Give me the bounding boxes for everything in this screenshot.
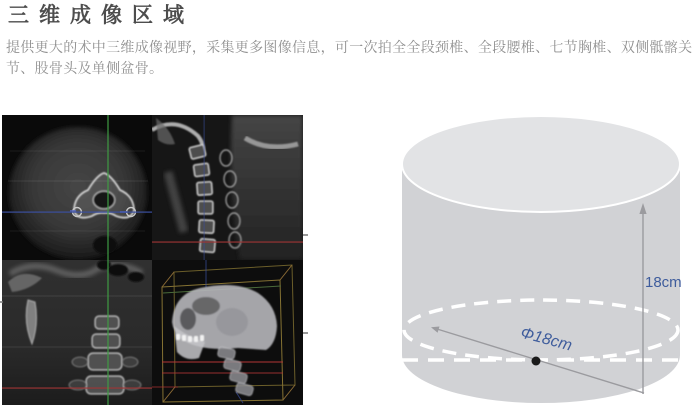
- cylinder-diagram: [402, 116, 681, 403]
- center-dot: [532, 357, 541, 366]
- ct-quadrant-3d-volume: [152, 260, 303, 405]
- figure-canvas: [0, 110, 700, 416]
- crosshair-horizontal-blue: [2, 212, 152, 213]
- cylinder-height-label: 18cm: [645, 274, 682, 291]
- crosshair-horizontal-red: [152, 242, 303, 243]
- edge-tick: [303, 332, 308, 334]
- section-title: 三维成像区域: [8, 4, 194, 27]
- crosshair-vertical-green: [107, 115, 108, 405]
- edge-tick: [303, 234, 308, 236]
- cylinder-top-face: [402, 116, 680, 212]
- crosshair-horizontal-red: [2, 388, 152, 389]
- section-description: 提供更大的术中三维成像视野，采集更多图像信息，可一次拍全全段颈椎、全段腰椎、七节胸椎、双侧骶髂关节、股骨头及单侧盆骨。: [6, 39, 693, 76]
- crosshair-vertical-blue: [204, 115, 205, 260]
- cylinder-diameter-label: Φ18cm: [518, 324, 574, 355]
- ct-scan-image: [0, 115, 308, 405]
- edge-tick: [0, 301, 3, 303]
- ct-quadrant-sagittal: [152, 115, 303, 260]
- ct-quadrant-coronal: [2, 260, 152, 405]
